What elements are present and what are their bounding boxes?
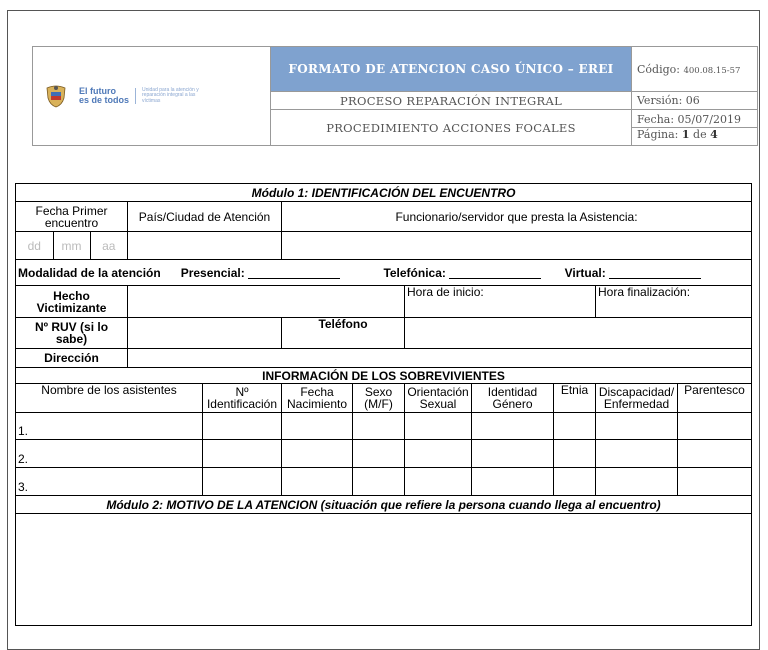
pais-ciudad-label: País/Ciudad de Atención (128, 202, 282, 232)
ruv-input[interactable] (128, 318, 282, 349)
presencial-label: Presencial: (180, 266, 245, 280)
table-row (16, 440, 752, 468)
brand-line-1: El futuro (79, 86, 116, 96)
agency-name: Unidad para la atención y reparación integral a las víctimas (142, 86, 199, 104)
row-number[interactable]: 1. (16, 413, 203, 440)
col-discapacidad: Discapacidad/ Enfermedad (596, 384, 678, 413)
version: Versión: 06 (632, 92, 758, 110)
sobrevivientes-title: INFORMACIÓN DE LOS SOBREVIVIENTES (16, 368, 752, 384)
virtual-field[interactable] (609, 266, 701, 279)
telefonica-field[interactable] (449, 266, 541, 279)
direccion-input[interactable] (128, 349, 752, 368)
presencial-field[interactable] (248, 266, 340, 279)
col-etnia: Etnia (554, 384, 596, 413)
hora-fin-field[interactable] (596, 286, 752, 318)
codigo-value: 400.08.15-57 (683, 65, 741, 76)
row-number[interactable]: 3. (16, 468, 203, 496)
funcionario-label: Funcionario/servidor que presta la Asistencia: (282, 202, 752, 232)
virtual-label: Virtual: (564, 266, 606, 280)
telefono-label: Teléfono (282, 318, 405, 349)
telefono-input[interactable] (405, 318, 752, 349)
fecha-pagina-cell (632, 110, 758, 146)
pais-ciudad-input[interactable] (128, 232, 282, 260)
fecha-primer-label: Fecha Primer encuentro (16, 202, 128, 232)
motivo-input[interactable] (16, 514, 752, 626)
brand-text (79, 87, 129, 105)
mm-field[interactable]: mm (53, 232, 90, 259)
ruv-label: Nº RUV (si lo sabe) (16, 318, 128, 349)
col-nombre: Nombre de los asistentes (16, 384, 203, 413)
process-name: PROCESO REPARACIÓN INTEGRAL (271, 92, 632, 110)
row-number[interactable]: 2. (16, 440, 203, 468)
table-row (16, 413, 752, 440)
hecho-input[interactable] (128, 286, 405, 318)
table-row (16, 468, 752, 496)
logo-cell (33, 47, 271, 146)
col-fecha-nacimiento: Fecha Nacimiento (282, 384, 353, 413)
telefonica-label: Telefónica: (383, 266, 446, 280)
encounter-form (15, 183, 752, 626)
col-orientacion: Orientación Sexual (405, 384, 472, 413)
direccion-label: Dirección (16, 349, 128, 368)
module2-title: Módulo 2: MOTIVO DE LA ATENCION (situación que refiere la persona cuando llega al encuentro) (16, 496, 752, 514)
module1-title: Módulo 1: IDENTIFICACIÓN DEL ENCUENTRO (16, 184, 752, 202)
modalidad-row (16, 260, 752, 286)
col-parentesco: Parentesco (678, 384, 752, 413)
aa-field[interactable]: aa (102, 238, 116, 253)
procedure-name: PROCEDIMIENTO ACCIONES FOCALES (271, 110, 632, 146)
hora-inicio-field[interactable] (405, 286, 596, 318)
form-title: FORMATO DE ATENCION CASO ÚNICO – EREI (271, 47, 632, 92)
col-identificacion: Nº Identificación (203, 384, 282, 413)
codigo-label: Código: (637, 62, 680, 76)
dd-field[interactable]: dd (16, 232, 53, 259)
fecha: Fecha: 05/07/2019 (637, 113, 741, 127)
document-header (32, 46, 758, 146)
pagina: Página: 1 de 4 (632, 127, 757, 142)
funcionario-input[interactable] (282, 232, 752, 260)
hecho-label: Hecho Victimizante (16, 286, 128, 318)
coat-of-arms-icon (45, 84, 67, 108)
codigo-cell (632, 47, 758, 92)
col-identidad: Identidad Género (472, 384, 554, 413)
brand-line-2: es de todos (79, 95, 130, 105)
hora-fin-label: Hora finalización: (598, 285, 691, 299)
logo-divider (135, 88, 136, 104)
modalidad-label: Modalidad de la atención (18, 266, 161, 280)
col-sexo: Sexo (M/F) (353, 384, 405, 413)
hora-inicio-label: Hora de inicio: (407, 285, 484, 299)
fecha-primer-input[interactable] (16, 232, 128, 260)
logo (33, 47, 270, 145)
